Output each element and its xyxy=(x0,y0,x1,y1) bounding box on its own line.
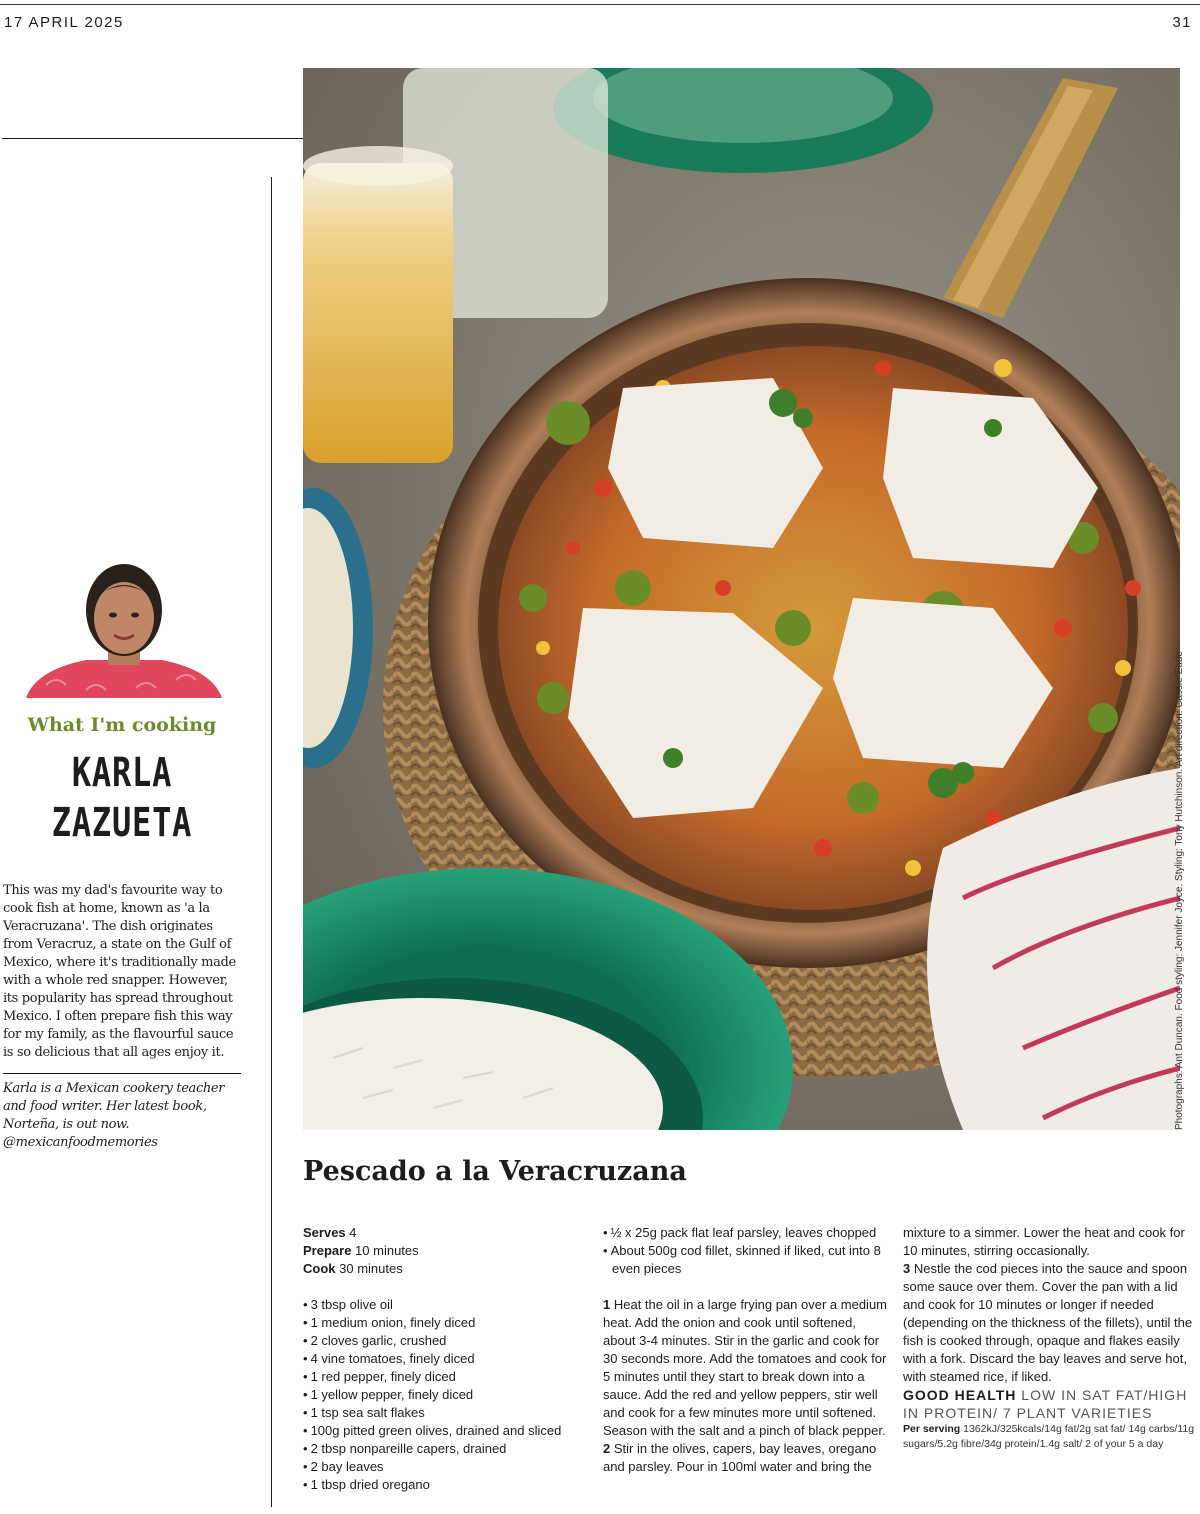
ingredient-item: • 1 medium onion, finely diced xyxy=(303,1314,588,1332)
cook-line xyxy=(303,1260,588,1278)
author-name xyxy=(24,748,219,848)
column-top-rule xyxy=(2,138,303,139)
method-step xyxy=(603,1296,888,1440)
ingredient-item: • 1 tbsp dried oregano xyxy=(303,1476,588,1494)
recipe-column-2 xyxy=(603,1224,888,1476)
nutrition-panel xyxy=(903,1422,1195,1452)
author-last-name: ZAZUETA xyxy=(51,800,193,846)
method-step xyxy=(603,1440,888,1476)
ingredient-list xyxy=(303,1296,588,1494)
recipe-title: Pescado a la Veracruzana xyxy=(303,1156,687,1187)
prepare-label: Prepare xyxy=(303,1243,352,1258)
column-divider xyxy=(271,177,272,1507)
ingredient-item: • About 500g cod fillet, skinned if liked, cut into 8 even pieces xyxy=(603,1242,888,1278)
prepare-line xyxy=(303,1242,588,1260)
ingredient-item: • 2 cloves garlic, crushed xyxy=(303,1332,588,1350)
issue-date: 17 APRIL 2025 xyxy=(4,14,124,31)
per-serving-text: 1362kJ/325kcals/14g fat/2g sat fat/ 14g carbs/11g sugars/5.2g fibre/34g protein/1.4g salt/ 2 of your 5 a day xyxy=(903,1423,1195,1450)
ingredient-item: • 1 tsp sea salt flakes xyxy=(303,1404,588,1422)
ingredient-item: • 100g pitted green olives, drained and sliced xyxy=(303,1422,588,1440)
serves-line xyxy=(303,1224,588,1242)
recipe-column-3 xyxy=(903,1224,1195,1452)
dish-photo xyxy=(303,68,1180,1130)
per-serving-label: Per serving xyxy=(903,1423,961,1435)
ingredient-item: • 1 yellow pepper, finely diced xyxy=(303,1386,588,1404)
page-number: 31 xyxy=(1172,14,1192,31)
step-number: 3 xyxy=(903,1261,911,1276)
ingredient-item: • ½ x 25g pack flat leaf parsley, leaves chopped xyxy=(603,1224,888,1242)
step-text: Nestle the cod pieces into the sauce and spoon some sauce over them. Cover the pan with a lid and cook for 10 minutes or longer if needed (depending on the thickness of the fillets), until the fish is cooked through, opaque and flakes easily with a fork. Discard the bay leaves and serve hot, with steamed rice, if liked. xyxy=(903,1261,1193,1384)
ingredient-list-continued xyxy=(603,1224,888,1278)
cook-value: 30 minutes xyxy=(339,1261,403,1276)
ingredient-item: • 3 tbsp olive oil xyxy=(303,1296,588,1314)
step-text: Stir in the olives, capers, bay leaves, oregano and parsley. Pour in 100ml water and bring the xyxy=(603,1441,877,1474)
prepare-value: 10 minutes xyxy=(355,1243,419,1258)
author-intro: This was my dad's favourite way to cook fish at home, known as 'a la Veracruzana'. The dish originates from Veracruz, a state on the Gulf of Mexico, where it's traditionally made with a whole red snapper. However, its popularity has spread throughout Mexico. I often prepare fish this way for my family, as the flavourful sauce is so delicious that all ages enjoy it. xyxy=(3,883,236,1060)
author-portrait xyxy=(26,560,222,698)
column-kicker: What I'm cooking xyxy=(27,714,217,736)
photo-credit: Photographs: Ant Duncan. Food styling: Jennifer Joyce. Styling: Tony Hutchinson. Art direction: Cassie Eade xyxy=(1174,651,1185,1130)
ingredient-item: • 2 tbsp nonpareille capers, drained xyxy=(303,1440,588,1458)
bio-rule xyxy=(3,1073,241,1074)
method-step xyxy=(903,1260,1195,1386)
good-health-panel xyxy=(903,1386,1195,1422)
ingredient-item: • 2 bay leaves xyxy=(303,1458,588,1476)
top-rule xyxy=(0,4,1200,5)
step-number: 1 xyxy=(603,1297,611,1312)
serves-value: 4 xyxy=(349,1225,357,1240)
step-number: 2 xyxy=(603,1441,611,1456)
ingredient-item: • 1 red pepper, finely diced xyxy=(303,1368,588,1386)
good-health-text: LOW IN SAT FAT/HIGH IN PROTEIN/ 7 PLANT VARIETIES xyxy=(903,1387,1188,1421)
serves-label: Serves xyxy=(303,1225,346,1240)
author-first-name: KARLA xyxy=(71,750,173,796)
author-bio: Karla is a Mexican cookery teacher and food writer. Her latest book, Norteña, is out now. @mexicanfoodmemories xyxy=(3,1081,225,1150)
ingredient-item: • 4 vine tomatoes, finely diced xyxy=(303,1350,588,1368)
step-text: Heat the oil in a large frying pan over a medium heat. Add the onion and cook until softened, about 3-4 minutes. Stir in the garlic and cook for 30 seconds more. Add the tomatoes and cook for 5 minutes until they start to break down into a sauce. Add the red and yellow peppers, stir well and cook for a few minutes more until softened. Season with the salt and a pinch of black pepper. xyxy=(603,1297,888,1438)
cook-label: Cook xyxy=(303,1261,336,1276)
recipe-column-1 xyxy=(303,1224,588,1494)
good-health-label: GOOD HEALTH xyxy=(903,1387,1017,1403)
method-step-continued: mixture to a simmer. Lower the heat and cook for 10 minutes, stirring occasionally. xyxy=(903,1225,1185,1258)
